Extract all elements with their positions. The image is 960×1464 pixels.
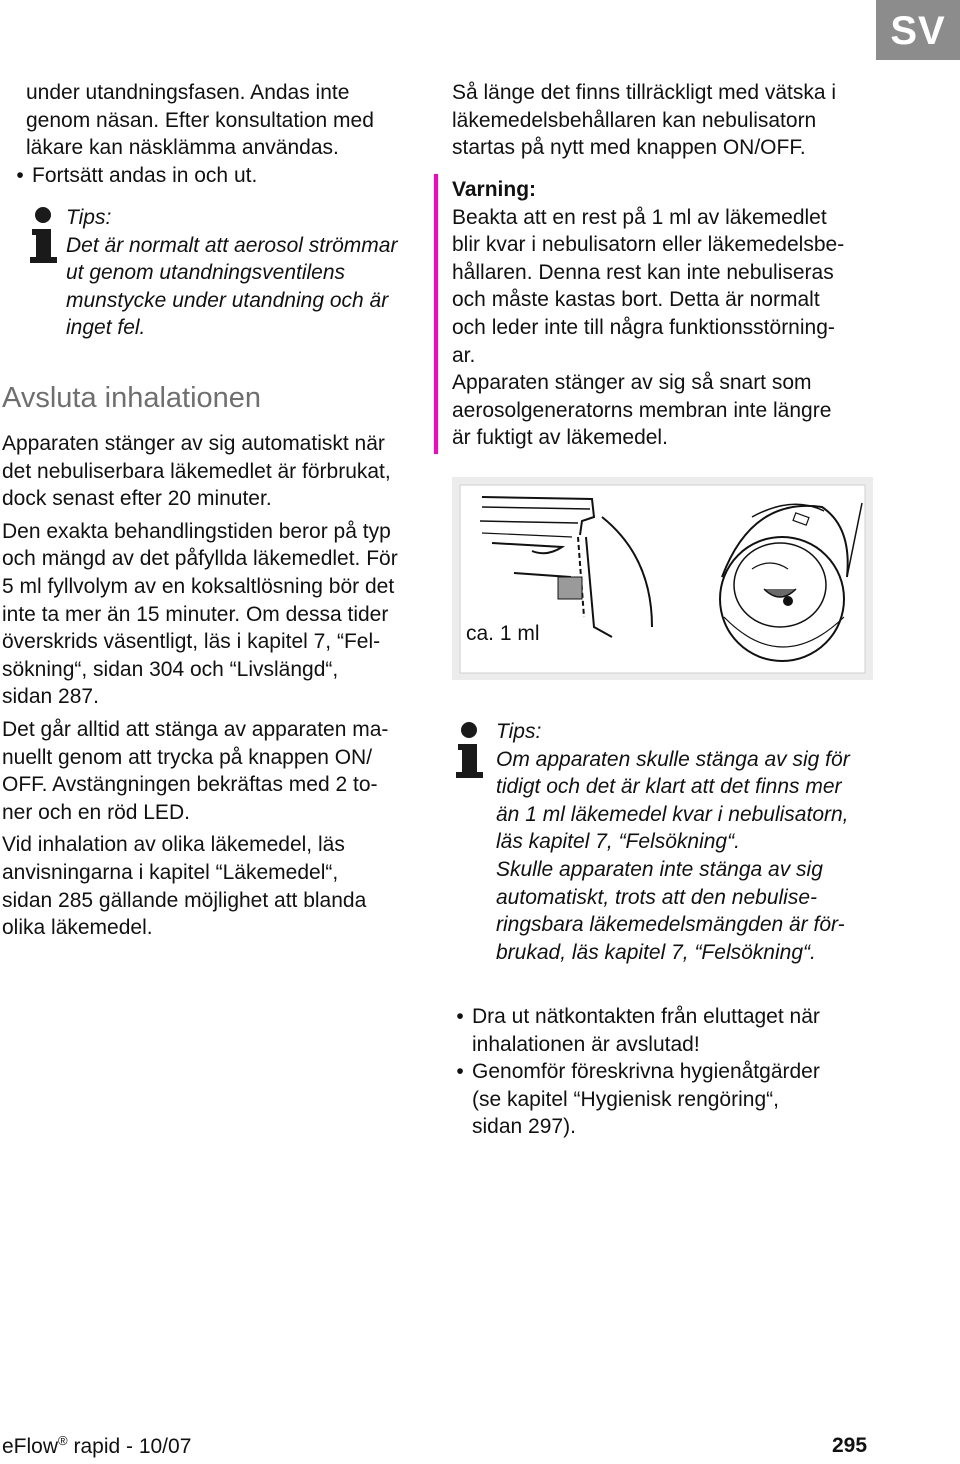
warning-line: och måste kastas bort. Detta är normalt [452,288,820,312]
bullet-line: sidan 297). [472,1115,576,1139]
tip-line: Om apparaten skulle stänga av sig för [496,747,850,771]
paragraph-line: nuellt genom att trycka på knappen ON/ [2,745,373,769]
tip-line: Skulle apparaten inte stänga av sig [496,857,823,881]
info-icon [26,205,60,265]
bullet-item [448,1058,888,1141]
bullet-list [448,1003,888,1141]
paragraph-line: överskrids väsentligt, läs i kapitel 7, “Fel- [2,630,381,654]
paragraph [2,430,428,513]
right-intro [452,79,892,162]
tip-label: Tips: [66,206,112,229]
tip-line: läs kapitel 7, “Felsökning“. [496,830,740,854]
info-icon [452,720,486,780]
tip-line: Det är normalt att aerosol strömmar [66,233,398,257]
bullet-text: Fortsätt andas in och ut. [32,164,258,187]
intro-line: startas på nytt med knappen ON/OFF. [452,136,806,160]
nebulizer-figure [452,477,873,680]
tip-box [66,204,426,342]
left-intro [26,79,426,162]
tip-line: ringsbara läkemedelsmängden är för- [496,913,845,937]
paragraph-line: Det går alltid att stänga av apparaten ma- [2,717,389,741]
paragraph-line: 5 ml fyllvolym av en koksaltlösning bör det [2,574,395,598]
tip-line: automatiskt, trots att den nebulise- [496,885,817,909]
registered-mark: ® [58,1433,68,1448]
bullet-line: Genomför föreskrivna hygienåtgärder [472,1060,820,1084]
tip-label: Tips: [496,720,542,743]
paragraph-line: OFF. Avstängningen bekräftas med 2 to- [2,773,378,797]
tip-line: än 1 ml läkemedel kvar i nebulisatorn, [496,802,849,826]
product-name: eFlow [2,1435,59,1458]
intro-line: under utandningsfasen. Andas inte [26,81,350,104]
intro-line: läkare kan näsklämma användas. [26,136,339,160]
paragraph-line: dock senast efter 20 minuter. [2,487,272,511]
tip-line: ut genom utandningsventilens [66,261,346,285]
bullet-dot: • [456,1005,464,1028]
warning-box [452,176,892,452]
bullet-dot: • [456,1060,464,1084]
paragraph-line: och mängd av det påfyllda läkemedlet. För [2,547,398,571]
tip-line: brukad, läs kapitel 7, “Felsökning“. [496,940,816,964]
warning-title: Varning: [452,178,537,201]
bullet-line: (se kapitel “Hygienisk rengöring“, [472,1087,779,1111]
product-version: rapid - 10/07 [73,1435,192,1458]
language-tab: SV [876,0,960,60]
tip-line: munstycke under utandning och är [66,288,389,312]
warning-line: blir kvar i nebulisatorn eller läkemedelsbe- [452,233,845,257]
bullet-text [472,1003,820,1058]
intro-line: läkemedelsbehållaren kan nebulisatorn [452,108,817,132]
nebulizer-illustration [452,477,873,680]
warning-bar [434,174,438,454]
paragraph-line: sidan 285 gällande möjlighet att blanda [2,888,367,912]
paragraph-line: Apparaten stänger av sig automatiskt när [2,432,385,455]
footer-product [2,1433,191,1459]
warning-line: Beakta att en rest på 1 ml av läkemedlet [452,205,827,229]
paragraph-line: inte ta mer än 15 minuter. Om dessa tider [2,602,389,626]
paragraph-line: olika läkemedel. [2,916,153,940]
paragraph-line: ner och en röd LED. [2,800,190,824]
warning-line: aerosolgeneratorns membran inte längre [452,398,832,422]
bullet-line: Dra ut nätkontakten från eluttaget när [472,1005,820,1028]
bullet-dot: • [16,164,24,187]
bullet-item [8,162,428,190]
paragraph-line: det nebuliserbara läkemedlet är förbrukat, [2,459,391,483]
paragraph-line: anvisningarna i kapitel “Läkemedel“, [2,860,339,884]
paragraph [2,716,428,826]
bullet-item [448,1003,888,1058]
section-body [2,430,428,942]
tip-line: inget fel. [66,316,146,340]
bullet-text [472,1058,820,1141]
section-heading: Avsluta inhalationen [2,382,262,414]
paragraph-line: Vid inhalation av olika läkemedel, läs [2,833,345,857]
tip-line: tidigt och det är klart att det finns mer [496,775,842,799]
paragraph-line: sidan 287. [2,685,99,709]
warning-line: ar. [452,343,476,367]
warning-line: och leder inte till några funktionsstörning- [452,315,835,339]
bullet-line: inhalationen är avslutad! [472,1032,700,1056]
figure-label: ca. 1 ml [466,622,540,645]
intro-line: Så länge det finns tillräckligt med vätska i [452,81,837,104]
warning-line: Apparaten stänger av sig så snart som [452,371,812,395]
paragraph-line: Den exakta behandlingstiden beror på typ [2,519,391,543]
paragraph-line: sökning“, sidan 304 och “Livslängd“, [2,657,339,681]
paragraph [2,518,428,711]
tip-box [496,718,896,966]
intro-line: genom näsan. Efter konsultation med [26,108,374,132]
warning-line: är fuktigt av läkemedel. [452,426,668,450]
paragraph [2,831,428,941]
warning-line: hållaren. Denna rest kan inte nebuliseras [452,260,834,284]
page-number: 295 [832,1434,868,1457]
